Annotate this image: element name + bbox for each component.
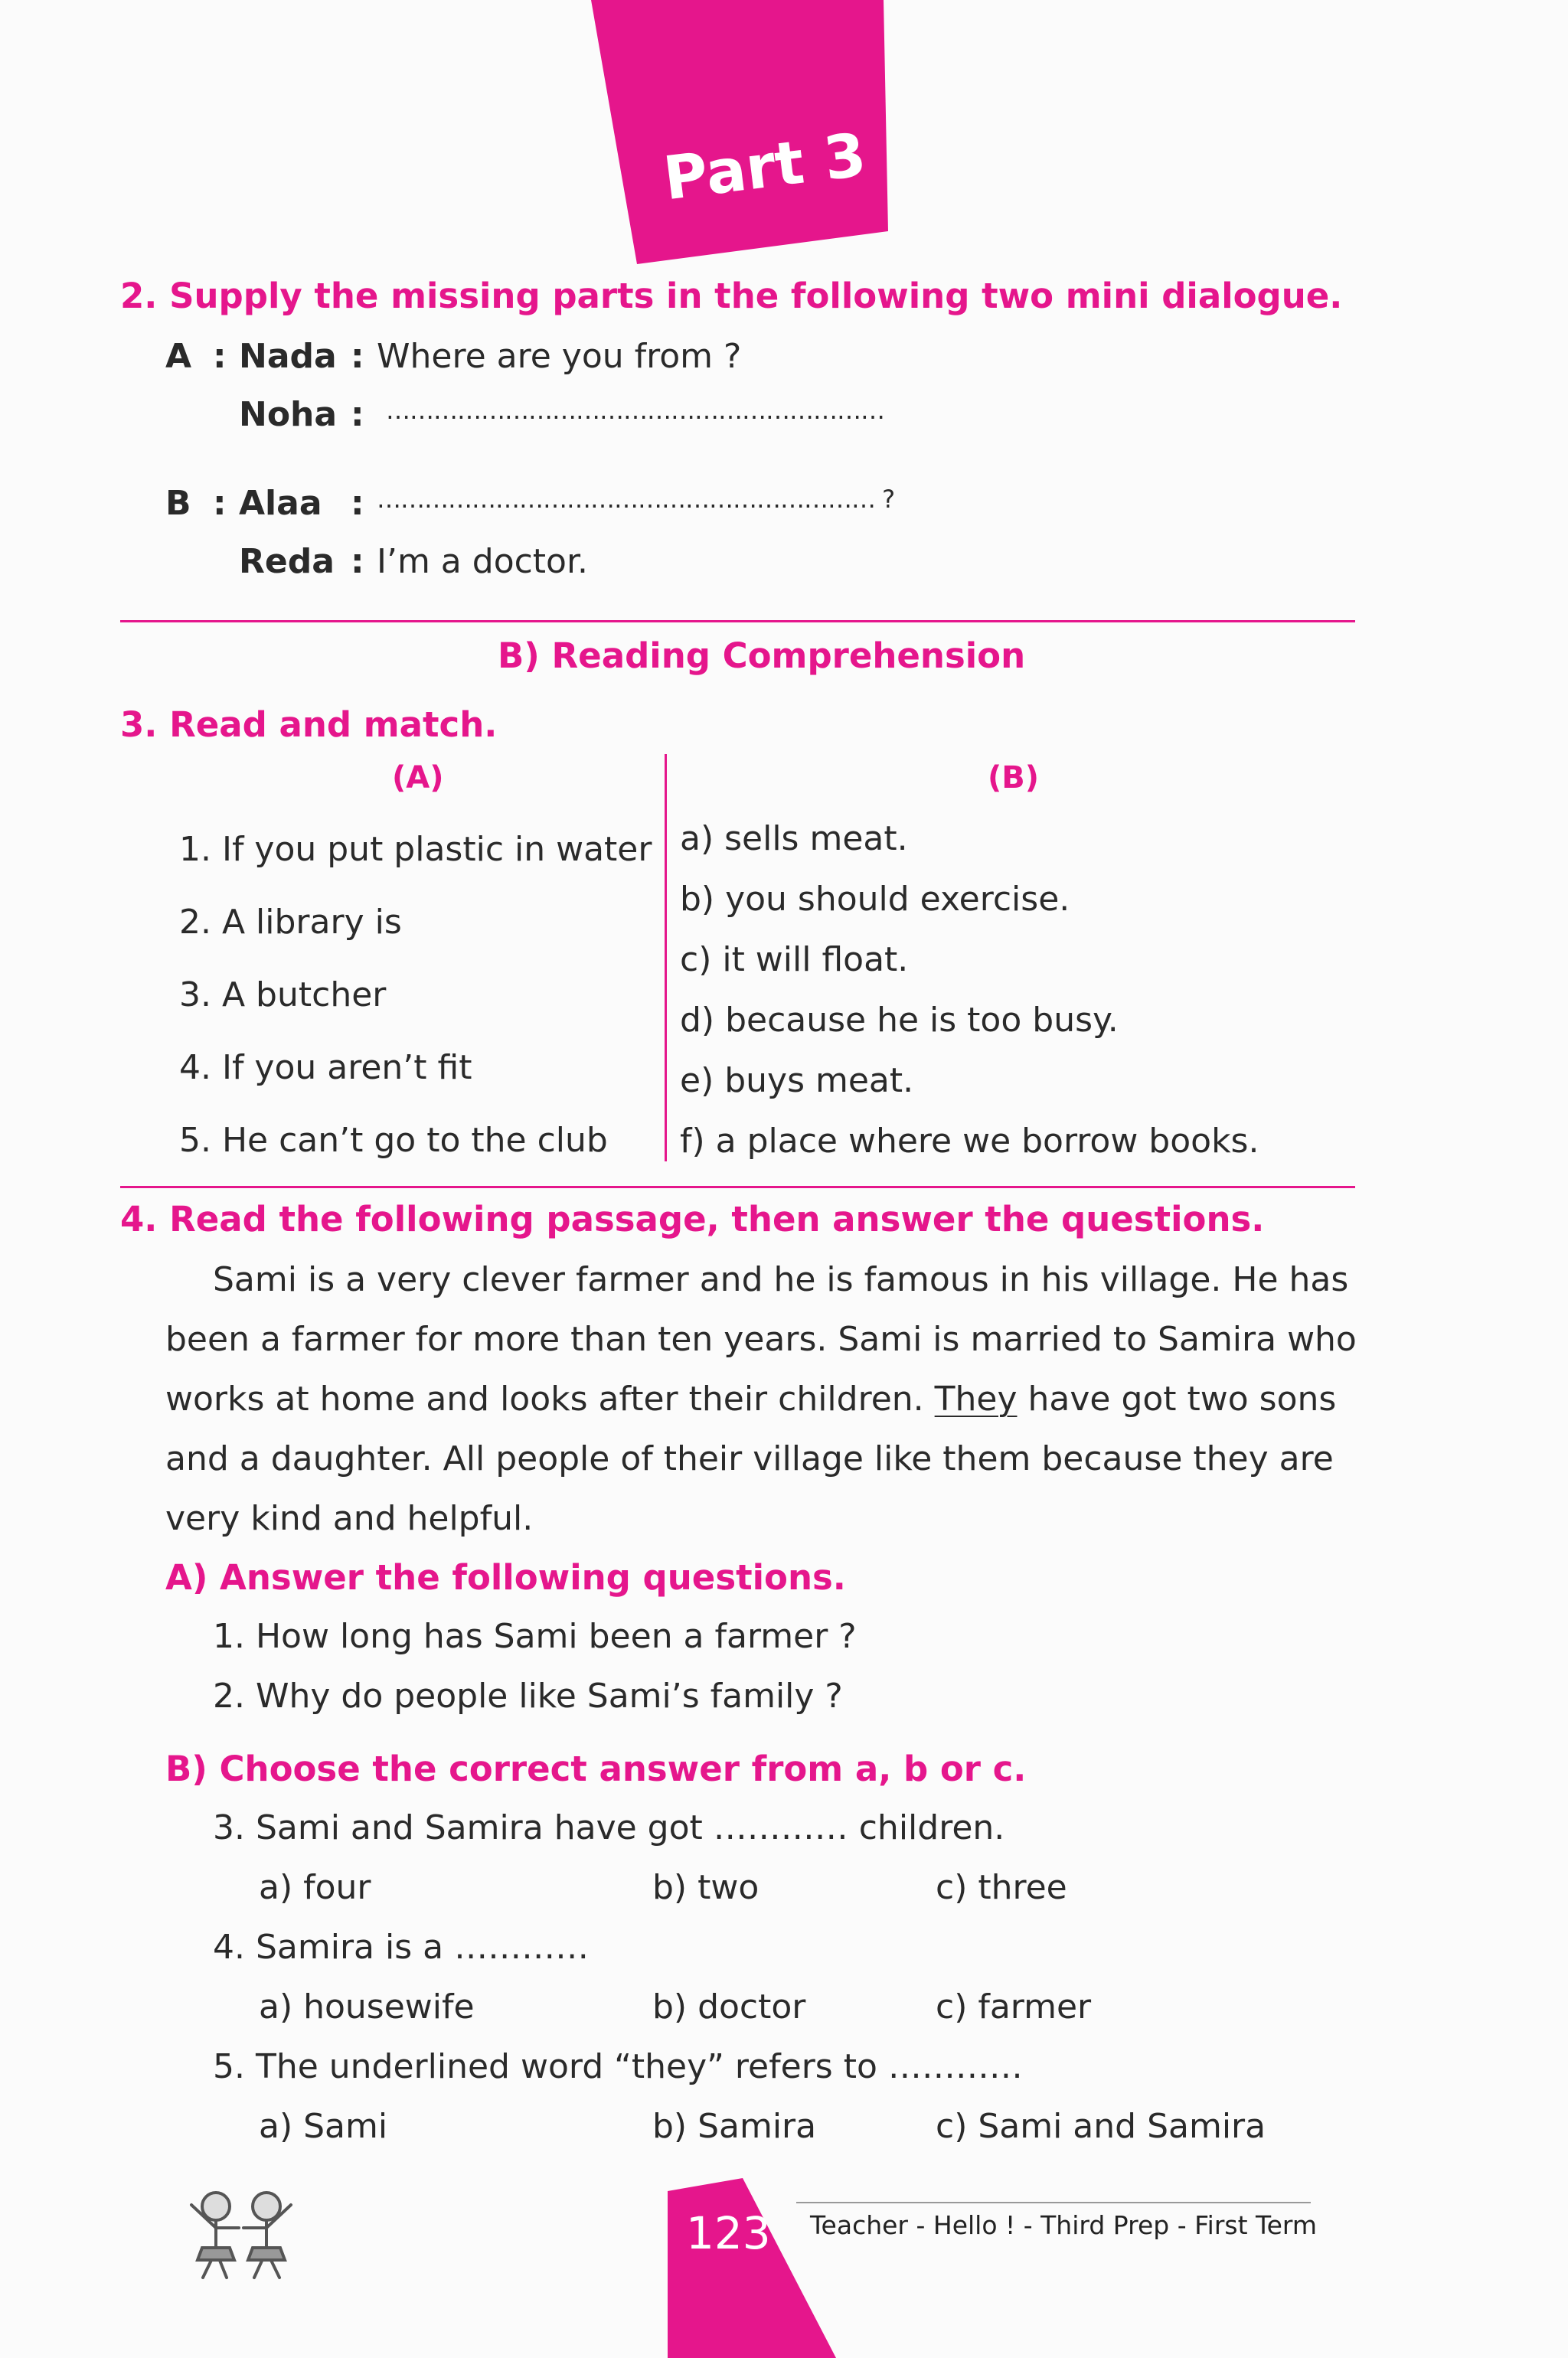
mcq-stem: 4. Samira is a ………… [213, 1928, 590, 1967]
column-divider [665, 754, 667, 1161]
mcq-option: b) Samira [652, 2107, 817, 2146]
underlined-word: They [934, 1380, 1018, 1419]
passage-line: Sami is a very clever farmer and he is famous in his village. He has [213, 1260, 1349, 1299]
dialogue-b-letter: B [165, 484, 191, 523]
match-a-item: 4. If you aren’t fit [179, 1048, 472, 1087]
passage-line: been a farmer for more than ten years. Sami is married to Samira who [165, 1320, 1357, 1359]
colon: : [213, 337, 227, 376]
q2-title: 2. Supply the missing parts in the following two mini dialogue. [120, 276, 1343, 316]
speaker-noha: Noha [239, 395, 338, 434]
question-item: 1. How long has Sami been a farmer ? [213, 1617, 857, 1656]
match-a-item: 3. A butcher [179, 975, 387, 1014]
col-b-header: (B) [988, 760, 1040, 795]
mcq-option: c) three [936, 1868, 1067, 1907]
match-a-item: 2. A library is [179, 903, 402, 942]
match-a-item: 1. If you put plastic in water [179, 830, 652, 869]
mcq-option: c) farmer [936, 1987, 1092, 2027]
match-b-item: b) you should exercise. [680, 880, 1070, 919]
divider [120, 620, 1355, 622]
mcq-stem: 3. Sami and Samira have got ………… children. [213, 1808, 1005, 1847]
divider [120, 1186, 1355, 1188]
mcq-option: a) four [259, 1868, 371, 1907]
dialogue-b-line2: I’m a doctor. [377, 542, 589, 581]
page-number: 123 [686, 2207, 771, 2259]
mcq-option: c) Sami and Samira [936, 2107, 1266, 2146]
dialogue-a-line1: Where are you from ? [377, 337, 742, 376]
match-a-item: 5. He can’t go to the club [179, 1121, 608, 1160]
dialogue-a-letter: A [165, 337, 192, 376]
match-b-item: c) it will float. [680, 940, 909, 979]
col-a-header: (A) [392, 760, 444, 795]
footer-text: Teacher - Hello ! - Third Prep - First Term [810, 2210, 1318, 2240]
colon: : [351, 484, 364, 523]
mcq-option: b) doctor [652, 1987, 806, 2027]
speaker-nada: Nada [239, 337, 337, 376]
colon: : [351, 337, 364, 376]
speaker-alaa: Alaa [239, 484, 322, 523]
match-b-item: f) a place where we borrow books. [680, 1122, 1259, 1161]
q4-title: 4. Read the following passage, then answer the questions. [120, 1199, 1265, 1239]
speaker-reda: Reda [239, 542, 335, 581]
section-title: B) Reading Comprehension [498, 635, 1026, 676]
part-a-title: A) Answer the following questions. [165, 1557, 846, 1598]
footer-rule [796, 2202, 1311, 2203]
question-item: 2. Why do people like Sami’s family ? [213, 1677, 843, 1716]
kids-illustration [168, 2174, 322, 2289]
dialogue-b-blank: ……………………………………………………… ? [377, 485, 895, 514]
mcq-option: a) housewife [259, 1987, 475, 2027]
passage-line: works at home and looks after their children. They have got two sons [165, 1380, 1337, 1419]
passage-line: very kind and helpful. [165, 1499, 534, 1538]
match-b-item: d) because he is too busy. [680, 1001, 1119, 1040]
match-b-item: e) buys meat. [680, 1061, 914, 1100]
q3-title: 3. Read and match. [120, 704, 498, 745]
part-b-title: B) Choose the correct answer from a, b or c. [165, 1749, 1027, 1789]
match-b-item: a) sells meat. [680, 819, 908, 858]
mcq-stem: 5. The underlined word “they” refers to ………… [213, 2047, 1023, 2086]
part-banner-label: Part 3 [660, 120, 870, 214]
colon: : [213, 484, 227, 523]
dialogue-a-blank: ……………………………………………………… [386, 396, 884, 425]
colon: : [351, 395, 364, 434]
colon: : [351, 542, 364, 581]
mcq-option: a) Sami [259, 2107, 388, 2146]
mcq-option: b) two [652, 1868, 760, 1907]
passage-line: and a daughter. All people of their village like them because they are [165, 1439, 1334, 1478]
